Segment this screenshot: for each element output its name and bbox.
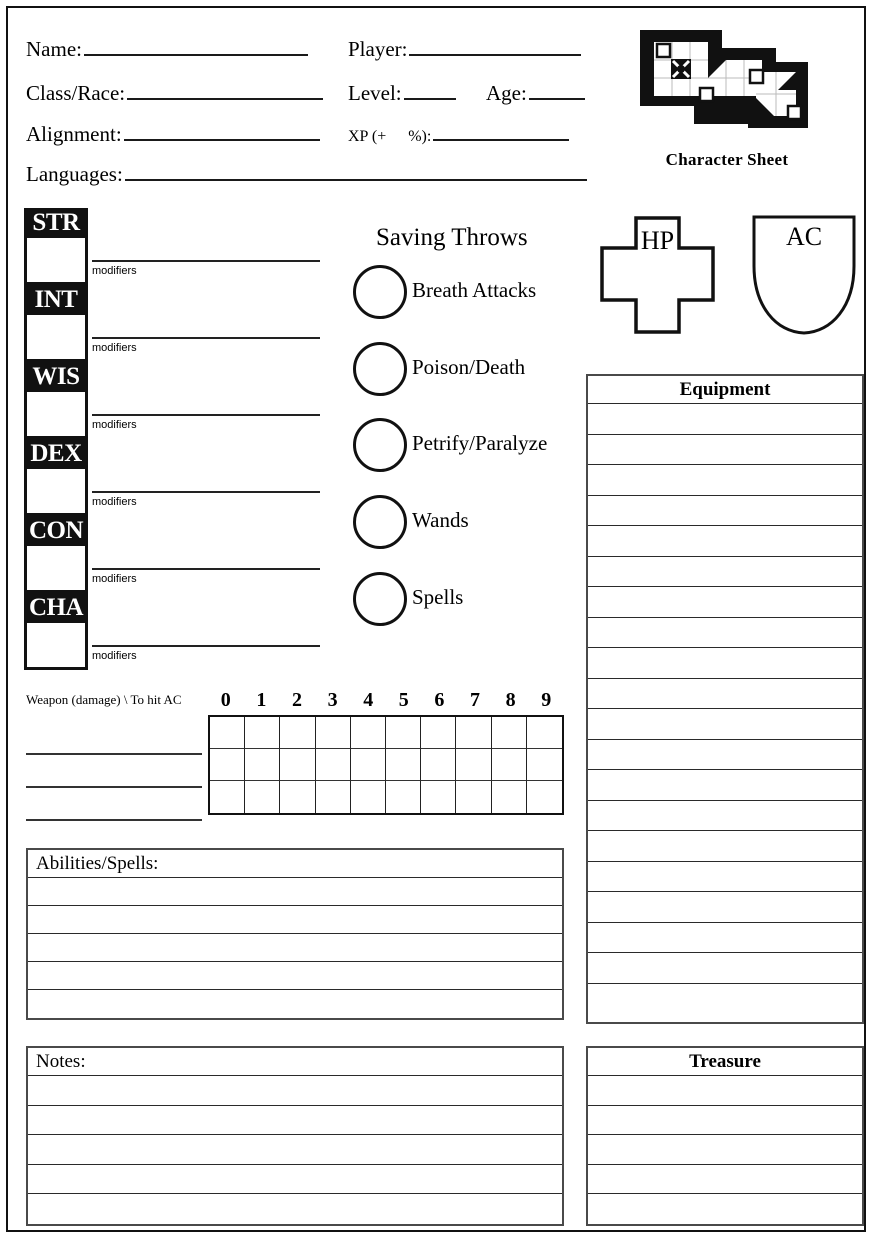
weapon-to-hit-cell[interactable] — [456, 717, 491, 749]
treasure-row[interactable] — [588, 1135, 862, 1165]
weapon-to-hit-cell[interactable] — [210, 781, 245, 813]
equipment-row[interactable] — [588, 831, 862, 862]
abilities-spells-row[interactable] — [28, 934, 562, 962]
weapon-to-hit-cell[interactable] — [351, 749, 386, 781]
equipment-panel — [586, 374, 864, 1024]
weapon-to-hit-cell[interactable] — [421, 781, 456, 813]
equipment-row[interactable] — [588, 984, 862, 1015]
ability-label-cha: CHA — [24, 593, 88, 623]
treasure-row[interactable] — [588, 1194, 862, 1224]
notes-panel — [26, 1046, 564, 1226]
field-label-xp-suffix: %): — [408, 128, 432, 145]
weapon-to-hit-cell[interactable] — [351, 781, 386, 813]
ability-label-con: CON — [24, 516, 88, 546]
ability-label-dex: DEX — [24, 439, 88, 469]
saving-throw-label-petrify-paralyze: Petrify/Paralyze — [412, 431, 548, 455]
ability-modifier-line-str[interactable] — [92, 260, 320, 262]
notes-row[interactable] — [28, 1106, 562, 1136]
weapon-table-column-5: 5 — [398, 689, 409, 711]
saving-throw-label-poison-death: Poison/Death — [412, 355, 526, 379]
weapon-to-hit-cell[interactable] — [280, 781, 315, 813]
field-input-player[interactable] — [409, 36, 581, 56]
treasure-panel — [586, 1046, 864, 1226]
weapon-to-hit-cell[interactable] — [386, 717, 421, 749]
weapon-to-hit-cell[interactable] — [527, 781, 562, 813]
abilities-spells-row[interactable] — [28, 906, 562, 934]
field-languages[interactable] — [26, 161, 587, 187]
weapon-to-hit-cell[interactable] — [386, 781, 421, 813]
ability-modifier-caption-str: modifiers — [92, 265, 137, 277]
equipment-row[interactable] — [588, 862, 862, 893]
equipment-row[interactable] — [588, 679, 862, 710]
weapon-to-hit-cell[interactable] — [492, 749, 527, 781]
equipment-row[interactable] — [588, 648, 862, 679]
weapon-table-column-7: 7 — [470, 689, 480, 711]
weapon-to-hit-cell[interactable] — [280, 749, 315, 781]
ability-label-str: STR — [24, 208, 88, 238]
equipment-row[interactable] — [588, 435, 862, 466]
weapon-to-hit-cell[interactable] — [245, 717, 280, 749]
weapon-to-hit-cell[interactable] — [527, 749, 562, 781]
abilities-spells-rows — [28, 878, 562, 1018]
ability-score-dex[interactable] — [24, 469, 88, 516]
ability-label-wis: WIS — [24, 362, 88, 392]
weapon-table-column-3: 3 — [327, 689, 338, 711]
field-label-alignment: Alignment: — [26, 122, 122, 146]
weapon-table-column-4: 4 — [363, 689, 374, 711]
ability-modifier-caption-wis: modifiers — [92, 419, 137, 431]
equipment-row[interactable] — [588, 618, 862, 649]
ability-modifier-caption-cha: modifiers — [92, 650, 137, 662]
field-label-name: Name: — [26, 37, 82, 61]
weapon-to-hit-cell[interactable] — [245, 749, 280, 781]
field-alignment[interactable] — [26, 121, 320, 147]
field-input-class-race[interactable] — [127, 80, 323, 100]
field-player[interactable] — [348, 36, 581, 62]
field-input-languages[interactable] — [125, 161, 587, 181]
equipment-row[interactable] — [588, 801, 862, 832]
ability-score-wis[interactable] — [24, 392, 88, 439]
ability-score-cha[interactable] — [24, 623, 88, 670]
equipment-row[interactable] — [588, 740, 862, 771]
weapon-to-hit-cell[interactable] — [492, 781, 527, 813]
treasure-row[interactable] — [588, 1106, 862, 1136]
weapon-table-column-6: 6 — [434, 689, 445, 711]
equipment-title: Equipment — [588, 376, 862, 404]
field-label-class-race: Class/Race: — [26, 81, 126, 105]
treasure-row[interactable] — [588, 1165, 862, 1195]
hit-points-label: HP — [640, 226, 675, 255]
abilities-spells-title: Abilities/Spells: — [28, 850, 562, 878]
weapon-to-hit-cell[interactable] — [210, 749, 245, 781]
weapon-to-hit-cell[interactable] — [456, 749, 491, 781]
saving-throw-value-spells[interactable] — [353, 572, 407, 626]
equipment-row[interactable] — [588, 465, 862, 496]
notes-row[interactable] — [28, 1135, 562, 1165]
weapon-table-column-1: 1 — [256, 689, 267, 711]
equipment-row[interactable] — [588, 709, 862, 740]
ability-modifier-caption-con: modifiers — [92, 573, 137, 585]
ability-label-int: INT — [24, 285, 88, 315]
field-label-player: Player: — [348, 37, 408, 61]
equipment-row[interactable] — [588, 587, 862, 618]
field-input-level[interactable] — [404, 80, 456, 100]
character-sheet-page — [6, 6, 866, 1232]
ability-score-int[interactable] — [24, 315, 88, 362]
notes-row[interactable] — [28, 1194, 562, 1224]
weapon-table-header: Weapon (damage) \ To hit AC — [26, 692, 182, 707]
weapon-name-line-3[interactable] — [26, 819, 202, 821]
weapon-table-column-9: 9 — [541, 689, 552, 711]
equipment-row[interactable] — [588, 770, 862, 801]
weapon-table-column-8: 8 — [505, 689, 516, 711]
treasure-rows — [588, 1076, 862, 1224]
saving-throw-value-wands[interactable] — [353, 495, 407, 549]
treasure-row[interactable] — [588, 1076, 862, 1106]
equipment-row[interactable] — [588, 557, 862, 588]
weapon-to-hit-cell[interactable] — [316, 749, 351, 781]
field-label-xp-prefix: XP (+ — [348, 128, 387, 145]
weapon-to-hit-cell[interactable] — [421, 717, 456, 749]
logo-caption: Character Sheet — [665, 150, 789, 169]
dungeon-map-icon — [638, 26, 816, 146]
weapon-to-hit-cell[interactable] — [456, 781, 491, 813]
field-input-name[interactable] — [84, 36, 308, 56]
hit-points-box[interactable] — [600, 216, 715, 334]
ability-score-str[interactable] — [24, 238, 88, 285]
weapon-to-hit-cell[interactable] — [527, 717, 562, 749]
field-input-alignment[interactable] — [124, 121, 320, 141]
saving-throw-label-breath-attacks: Breath Attacks — [412, 278, 537, 302]
notes-row[interactable] — [28, 1076, 562, 1106]
equipment-row[interactable] — [588, 404, 862, 435]
ability-modifier-line-wis[interactable] — [92, 414, 320, 416]
saving-throws-title: Saving Throws — [376, 224, 528, 251]
field-input-xp[interactable] — [433, 121, 569, 141]
equipment-row[interactable] — [588, 526, 862, 557]
equipment-row[interactable] — [588, 923, 862, 954]
ability-modifier-line-dex[interactable] — [92, 491, 320, 493]
armor-class-label: AC — [785, 222, 823, 251]
armor-class-box[interactable] — [750, 214, 858, 336]
abilities-spells-row[interactable] — [28, 990, 562, 1018]
equipment-row[interactable] — [588, 892, 862, 923]
ability-modifier-caption-dex: modifiers — [92, 496, 137, 508]
equipment-row[interactable] — [588, 953, 862, 984]
weapon-to-hit-cell[interactable] — [316, 717, 351, 749]
weapon-to-hit-cell[interactable] — [280, 717, 315, 749]
field-label-level: Level: — [348, 81, 402, 105]
weapon-name-line-2[interactable] — [26, 786, 202, 788]
field-level[interactable] — [348, 80, 456, 106]
ability-modifier-caption-int: modifiers — [92, 342, 137, 354]
abilities-spells-panel — [26, 848, 564, 1020]
weapon-to-hit-cell[interactable] — [316, 781, 351, 813]
weapon-to-hit-cell[interactable] — [245, 781, 280, 813]
field-label-age: Age: — [486, 81, 527, 105]
field-class-race[interactable] — [26, 80, 323, 106]
field-label-languages: Languages: — [26, 162, 123, 186]
treasure-title: Treasure — [588, 1048, 862, 1076]
field-name[interactable] — [26, 36, 308, 62]
ability-score-con[interactable] — [24, 546, 88, 593]
weapon-table-column-0: 0 — [220, 689, 231, 711]
ability-modifier-line-cha[interactable] — [92, 645, 320, 647]
saving-throw-value-poison-death[interactable] — [353, 342, 407, 396]
field-xp[interactable] — [348, 121, 569, 146]
notes-rows — [28, 1076, 562, 1224]
weapon-to-hit-cell[interactable] — [421, 749, 456, 781]
weapon-to-hit-cell[interactable] — [351, 717, 386, 749]
weapon-name-line-1[interactable] — [26, 753, 202, 755]
equipment-row[interactable] — [588, 496, 862, 527]
saving-throw-label-spells: Spells — [412, 585, 464, 609]
field-age[interactable] — [486, 80, 585, 106]
weapon-to-hit-cell[interactable] — [492, 717, 527, 749]
weapon-to-hit-cell[interactable] — [386, 749, 421, 781]
saving-throw-value-petrify-paralyze[interactable] — [353, 418, 407, 472]
saving-throw-label-wands: Wands — [412, 508, 469, 532]
abilities-spells-row[interactable] — [28, 878, 562, 906]
notes-row[interactable] — [28, 1165, 562, 1195]
field-input-age[interactable] — [529, 80, 585, 100]
ability-modifier-line-con[interactable] — [92, 568, 320, 570]
weapon-to-hit-grid[interactable] — [208, 715, 564, 815]
notes-title: Notes: — [28, 1048, 562, 1076]
dungeon-map-logo — [638, 26, 816, 176]
abilities-spells-row[interactable] — [28, 962, 562, 990]
ability-modifier-line-int[interactable] — [92, 337, 320, 339]
weapon-to-hit-cell[interactable] — [210, 717, 245, 749]
weapon-table-column-2: 2 — [292, 689, 302, 711]
saving-throw-value-breath-attacks[interactable] — [353, 265, 407, 319]
equipment-rows — [588, 404, 862, 1014]
